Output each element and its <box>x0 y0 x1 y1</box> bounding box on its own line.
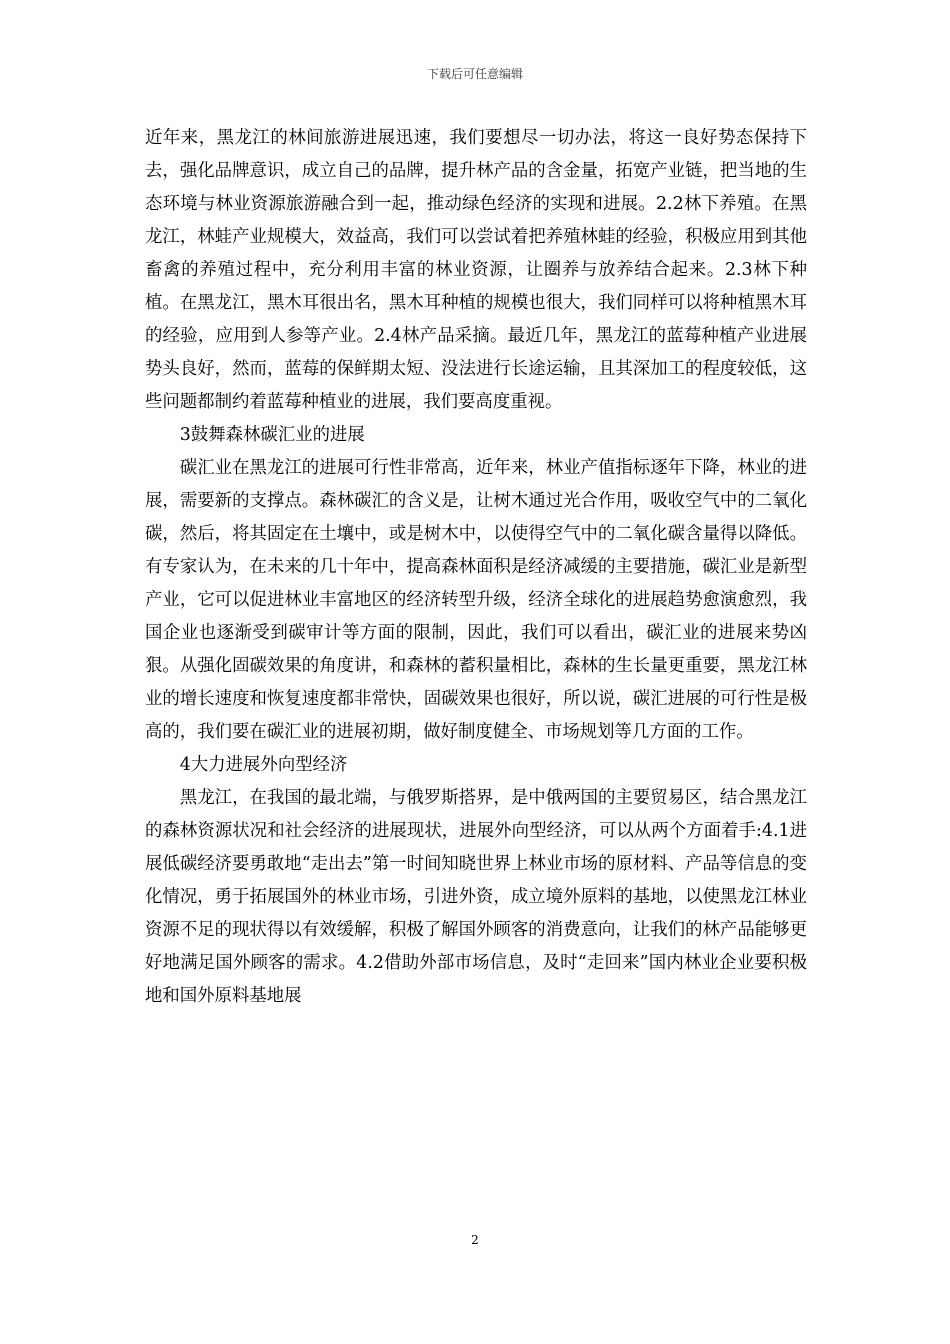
document-body <box>145 122 807 1013</box>
page-number: 2 <box>471 1233 479 1247</box>
page-header: 下载后可任意编辑 <box>426 67 523 81</box>
paragraph-carbon-sink: 碳汇业在黑龙江的进展可行性非常高，近年来，林业产值指标逐年下降，林业的进展，需要新的支撑点。森林碳汇的含义是，让树木通过光合作用，吸收空气中的二氧化碳，然后，将其固定在土壤中，或是树木中，以使得空气中的二氧化碳含量得以降低。有专家认为，在未来的几十年中，提高森林面积是经济减缓的主要措施，碳汇业是新型产业，它可以促进林业丰富地区的经济转型升级，经济全球化的进展趋势愈演愈烈，我国企业也逐渐受到碳审计等方面的限制，因此，我们可以看出，碳汇业的进展来势凶狠。从强化固碳效果的角度讲，和森林的蓄积量相比，森林的生长量更重要，黑龙江林业的增长速度和恢复速度都非常快，固碳效果也很好，所以说，碳汇进展的可行性是极高的，我们要在碳汇业的进展初期，做好制度健全、市场规划等几方面的工作。 <box>145 458 807 742</box>
paragraph-export-economy: 黑龙江，在我国的最北端，与俄罗斯搭界，是中俄两国的主要贸易区，结合黑龙江的森林资源状况和社会经济的进展现状，进展外向型经济，可以从两个方面着手:4.1进展低碳经济要勇敢地“走出去”第一时间知晓世界上林业市场的原材料、产品等信息的变化情况，勇于拓展国外的林业市场，引进外资，成立境外原料的基地，以使黑龙江林业资源不足的现状得以有效缓解，积极了解国外顾客的消费意向，让我们的林产品能够更好地满足国外顾客的需求。4.2借助外部市场信息，及时“走回来”国内林业企业要积极地和国外原料基地展 <box>145 788 807 1006</box>
paragraph-forest-economy: 近年来，黑龙江的林间旅游进展迅速，我们要想尽一切办法，将这一良好势态保持下去，强化品牌意识，成立自己的品牌，提升林产品的含金量，拓宽产业链，把当地的生态环境与林业资源旅游融合到一起，推动绿色经济的实现和进展。2.2林下养殖。在黑龙江，林蛙产业规模大，效益高，我们可以尝试着把养殖林蛙的经验，积极应用到其他畜禽的养殖过程中，充分利用丰富的林业资源，让圈养与放养结合起来。2.3林下种植。在黑龙江，黑木耳很出名，黑木耳种植的规模也很大，我们同样可以将种植黑木耳的经验，应用到人参等产业。2.4林产品采摘。最近几年，黑龙江的蓝莓种植产业进展势头良好，然而，蓝莓的保鲜期太短、没法进行长途运输，且其深加工的程度较低，这些问题都制约着蓝莓种植业的进展，我们要高度重视。 <box>145 128 807 412</box>
section-heading-carbon-sink: 3鼓舞森林碳汇业的进展 <box>179 425 365 445</box>
section-heading-export-economy: 4大力进展外向型经济 <box>179 755 348 775</box>
